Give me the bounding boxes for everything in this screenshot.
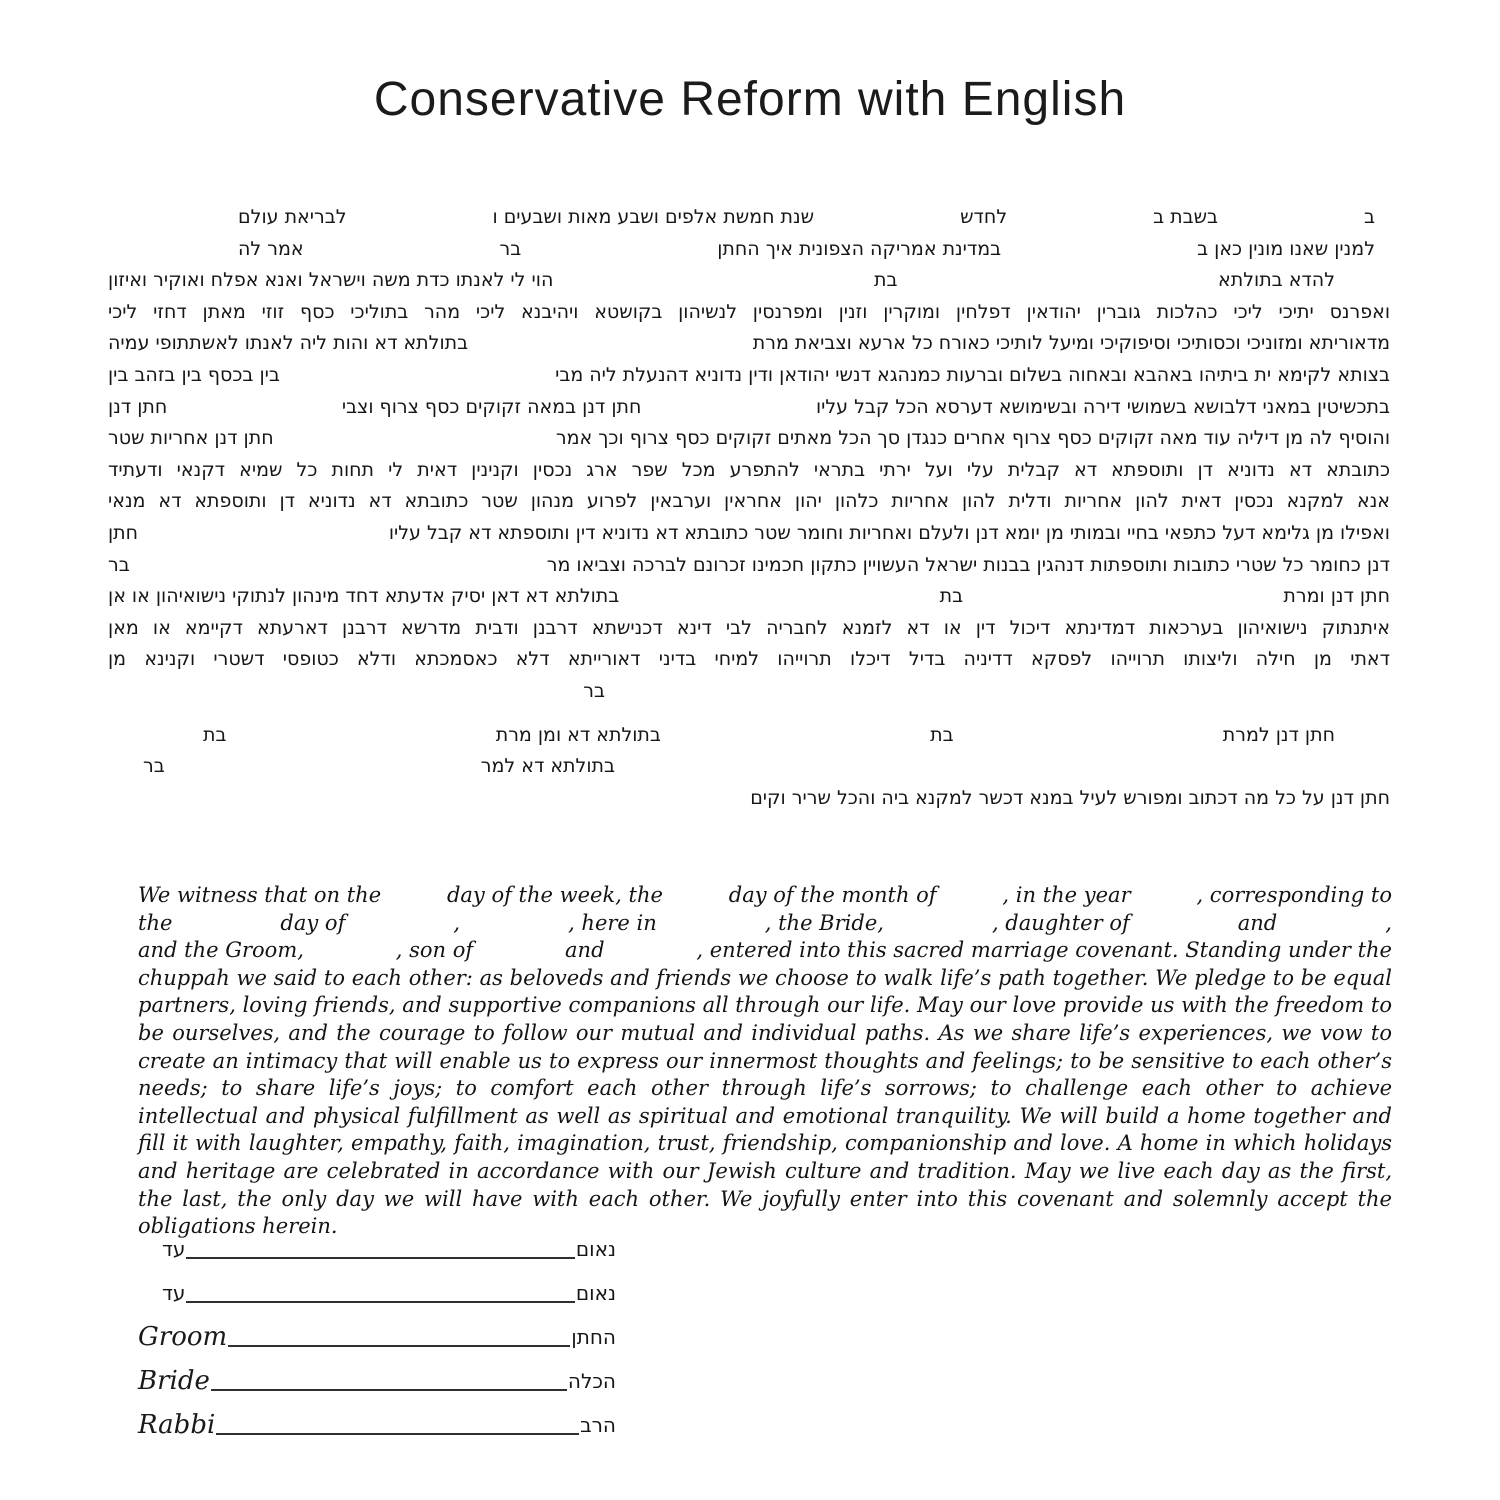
english-segment: and — [1237, 910, 1278, 935]
hebrew-segment: בשבת ב — [1153, 206, 1219, 228]
english-segment: , — [1385, 910, 1392, 935]
hebrew-segment: בר — [108, 553, 130, 576]
signature-line — [186, 1256, 574, 1259]
hebrew-line-3 — [108, 265, 1390, 297]
hebrew-line-18 — [108, 751, 1390, 783]
english-segment: day of the month of — [728, 883, 937, 907]
signature-left-label: עד — [162, 1281, 186, 1305]
english-text-block — [138, 882, 1392, 1241]
english-segment: , son of — [395, 938, 474, 963]
hebrew-line-8 — [108, 423, 1390, 455]
hebrew-segment: שנת חמשת אלפים ושבע מאות ושבעים ו — [492, 206, 815, 228]
hebrew-line-17 — [108, 720, 1390, 752]
english-fill-lines — [138, 882, 1392, 965]
hebrew-segment: חתן דנן — [108, 395, 168, 418]
hebrew-line-16: בר — [583, 679, 605, 702]
english-segment: , in the year — [1002, 883, 1131, 907]
hebrew-line-11 — [108, 518, 1390, 550]
hebrew-segment: והוסיף לה מן דיליה עוד מאה זקוקים כסף צרוף אחרים כנגדן סך הכל מאתים זקוקים כסף צרוף וכך אמר — [555, 427, 1390, 450]
hebrew-line-12 — [108, 550, 1390, 582]
english-segment: , corresponding to — [1196, 883, 1392, 907]
english-segment: , daughter of — [991, 910, 1130, 935]
hebrew-segment: אמר לה — [238, 237, 304, 260]
hebrew-segment: במדינת אמריקה הצפונית איך החתן — [717, 237, 1002, 260]
hebrew-line-1 — [108, 202, 1390, 234]
hebrew-line-14: איתנתוק נישואיהון בערכאות דמדינתא דיכול דין או דא לזמנא לחבריה לבי דינא דכנישתא דרבנן ודבית מדרשא דרבנן דארעתא דקיימא או מאן — [108, 616, 1390, 639]
signature-right-label: נאום — [575, 1237, 616, 1261]
hebrew-segment: חתן דנן במאה זקוקים כסף צרוף וצבי — [341, 395, 642, 418]
hebrew-line-15: דאתי מן חילה וליצותו תרוייהו לפסקא דדיניה בדיל דיכלו תרוייהו למיחי בדיני דאורייתא דלא כאסמכתא ודלא כטופסי דשטרי וקנינא מן — [108, 648, 1390, 671]
hebrew-segment: בר — [499, 237, 522, 260]
hebrew-line-4: ואפרנס יתיכי ליכי כהלכות גוברין יהודאין דפלחין ומוקרין וזנין ומפרנסין לנשיהון בקושטא ויהיבנא ליכי מהר בתוליכי כסף זוזי מאתן דחזי ליכי — [108, 300, 1390, 323]
english-segment: day of — [280, 910, 346, 935]
hebrew-segment: ב — [1364, 206, 1375, 228]
hebrew-segment: בתולתא דא ומן מרת — [495, 723, 661, 746]
hebrew-segment: בתכשיטין במאני דלבושא בשמושי דירה ובשימושא דערסא הכל קבל עליו — [815, 395, 1390, 418]
hebrew-segment: חתן דנן למרת — [1222, 723, 1335, 746]
signature-line — [186, 1300, 574, 1303]
hebrew-segment: לבריאת עולם — [238, 206, 347, 228]
english-segment: We witness that on the — [138, 883, 382, 907]
hebrew-segment: בצותא לקימא ית ביתיהו באהבא ובאחוה בשלום וברעות כמנהגא דנשי יהודאן ודין נדוניא דהנעלת ליה מבי — [555, 363, 1390, 386]
english-paragraph: chuppah we said to each other: as beloveds and friends we choose to walk life’s path together. We pledge to be equal partners, loving friends, and supportive companions all through our life. May our love provide us with the freedom to be ourselves, and the courage to follow our mutual and individual paths. As we share life’s experiences, we vow to create an intimacy that will enable us to express our innermost thoughts and feelings; to be sensitive to each other’s needs; to share life’s joys; to comfort each other through life’s sorrows; to challenge each other to achieve intellectual and physical fulfillment as well as spiritual and emotional tranquility. We will build a home together and fill it with laughter, empathy, faith, imagination, trust, friendship, companionship and love. A home in which holidays and heritage are celebrated in accordance with our Jewish culture and tradition. May we live each day as the first, the last, the only day we will have with each other. We joyfully enter into this covenant and solemnly accept the obligations herein. — [138, 965, 1392, 1239]
hebrew-text-block — [108, 202, 1390, 814]
signature-right-label: הרב — [580, 1413, 616, 1437]
hebrew-line-9: כתובתא דא נדוניא דן ותוספתא דא קבלית עלי ועל ירתי בתראי להתפרע מכל שפר ארג נכסין וקנינין דאית לי תחות כל שמיא דקנאי ודעתיד — [108, 458, 1390, 481]
hebrew-segment: ואפילו מן גלימא דעל כתפאי בחיי ובמותי מן יומא דנן ולעלם ואחריות וחומר שטר כתובתא דא נדוניא דין ותוספתא דא קבל עליו — [388, 521, 1390, 544]
signature-row-1 — [138, 1232, 616, 1264]
hebrew-line-7 — [108, 392, 1390, 424]
hebrew-segment: בת — [939, 585, 964, 608]
english-segment: and the Groom, — [138, 938, 304, 963]
signature-right-label: החתן — [571, 1325, 616, 1349]
hebrew-segment: חתן דנן אחריות שטר — [108, 427, 274, 450]
signature-line — [216, 1432, 579, 1435]
signature-row-3 — [138, 1320, 616, 1352]
hebrew-segment: חתן — [108, 521, 139, 544]
hebrew-segment: בת — [930, 723, 954, 746]
signature-left-label: Bride — [138, 1366, 210, 1396]
english-segment: , the Bride, — [764, 910, 884, 935]
english-fill-line-3 — [138, 937, 1392, 965]
signature-left-label: עד — [162, 1237, 186, 1261]
hebrew-line-13 — [108, 581, 1390, 613]
signature-row-5 — [138, 1408, 616, 1440]
english-segment: , — [453, 910, 461, 935]
hebrew-line-5 — [108, 328, 1390, 360]
english-segment: , here in — [568, 910, 657, 935]
english-segment: the — [138, 910, 173, 935]
english-fill-line-1 — [138, 882, 1392, 910]
signature-row-4 — [138, 1364, 616, 1396]
signature-right-label: הכלה — [567, 1369, 616, 1393]
signature-left-label: Groom — [138, 1322, 228, 1352]
english-segment: and — [565, 938, 605, 963]
signature-left-label: Rabbi — [138, 1410, 216, 1440]
hebrew-segment: בתולתא דא למר — [480, 755, 615, 778]
signature-line — [211, 1388, 567, 1391]
hebrew-segment: חתן דנן ומרת — [1283, 585, 1390, 608]
hebrew-line-6 — [108, 360, 1390, 392]
signature-right-label: נאום — [575, 1281, 616, 1305]
hebrew-segment: למנין שאנו מונין כאן ב — [1197, 237, 1375, 260]
hebrew-segment: לחדש — [960, 206, 1008, 228]
document-title: Conservative Reform with English — [373, 73, 1127, 126]
hebrew-segment: בר — [143, 755, 165, 778]
english-segment: day of the week, the — [446, 883, 663, 907]
hebrew-segment: הוי לי לאנתו כדת משה וישראל ואנא אפלח ואוקיר ואיזון — [108, 269, 554, 292]
signature-block — [138, 1232, 616, 1452]
english-segment: , entered into this sacred marriage covenant. Standing under the — [696, 938, 1392, 963]
hebrew-segment: בת — [873, 269, 898, 292]
hebrew-line-19: חתן דנן על כל מה דכתוב ומפורש לעיל במנא דכשר למקנא ביה והכל שריר וקים — [750, 786, 1390, 809]
hebrew-segment: דנן כחומר כל שטרי כתובות ותוספתות דנהגין בבנות ישראל העשויין כתקון חכמינו זכרונם לברכה וצביאו מר — [546, 553, 1390, 576]
hebrew-segment: בין בכסף בין בזהב בין — [108, 363, 280, 386]
signature-row-2 — [138, 1276, 616, 1308]
signature-line — [228, 1344, 570, 1347]
english-fill-line-2 — [138, 910, 1392, 938]
hebrew-segment: בתולתא דא והות ליה לאנתו לאשתתופי עמיה — [108, 332, 469, 355]
hebrew-segment: בתולתא דא דאן יסיק אדעתא דחד מינהון לנתוקי נישואיהון או אן — [108, 585, 620, 608]
hebrew-line-2 — [108, 234, 1390, 266]
hebrew-segment: בת — [203, 723, 227, 746]
hebrew-line-10: אנא למקנא נכסין דאית להון אחריות ודלית להון אחריות כלהון יהון אחראין וערבאין לפרוע מנהון שטר כתובתא דא נדוניא דן ותוספתא דא מנאי — [108, 490, 1390, 513]
hebrew-segment: להדא בתולתא — [1218, 269, 1335, 292]
hebrew-segment: מדאוריתא ומזוניכי וכסותיכי וסיפוקיכי ומיעל לותיכי כאורח כל ארעא וצביאת מרת — [752, 332, 1390, 355]
